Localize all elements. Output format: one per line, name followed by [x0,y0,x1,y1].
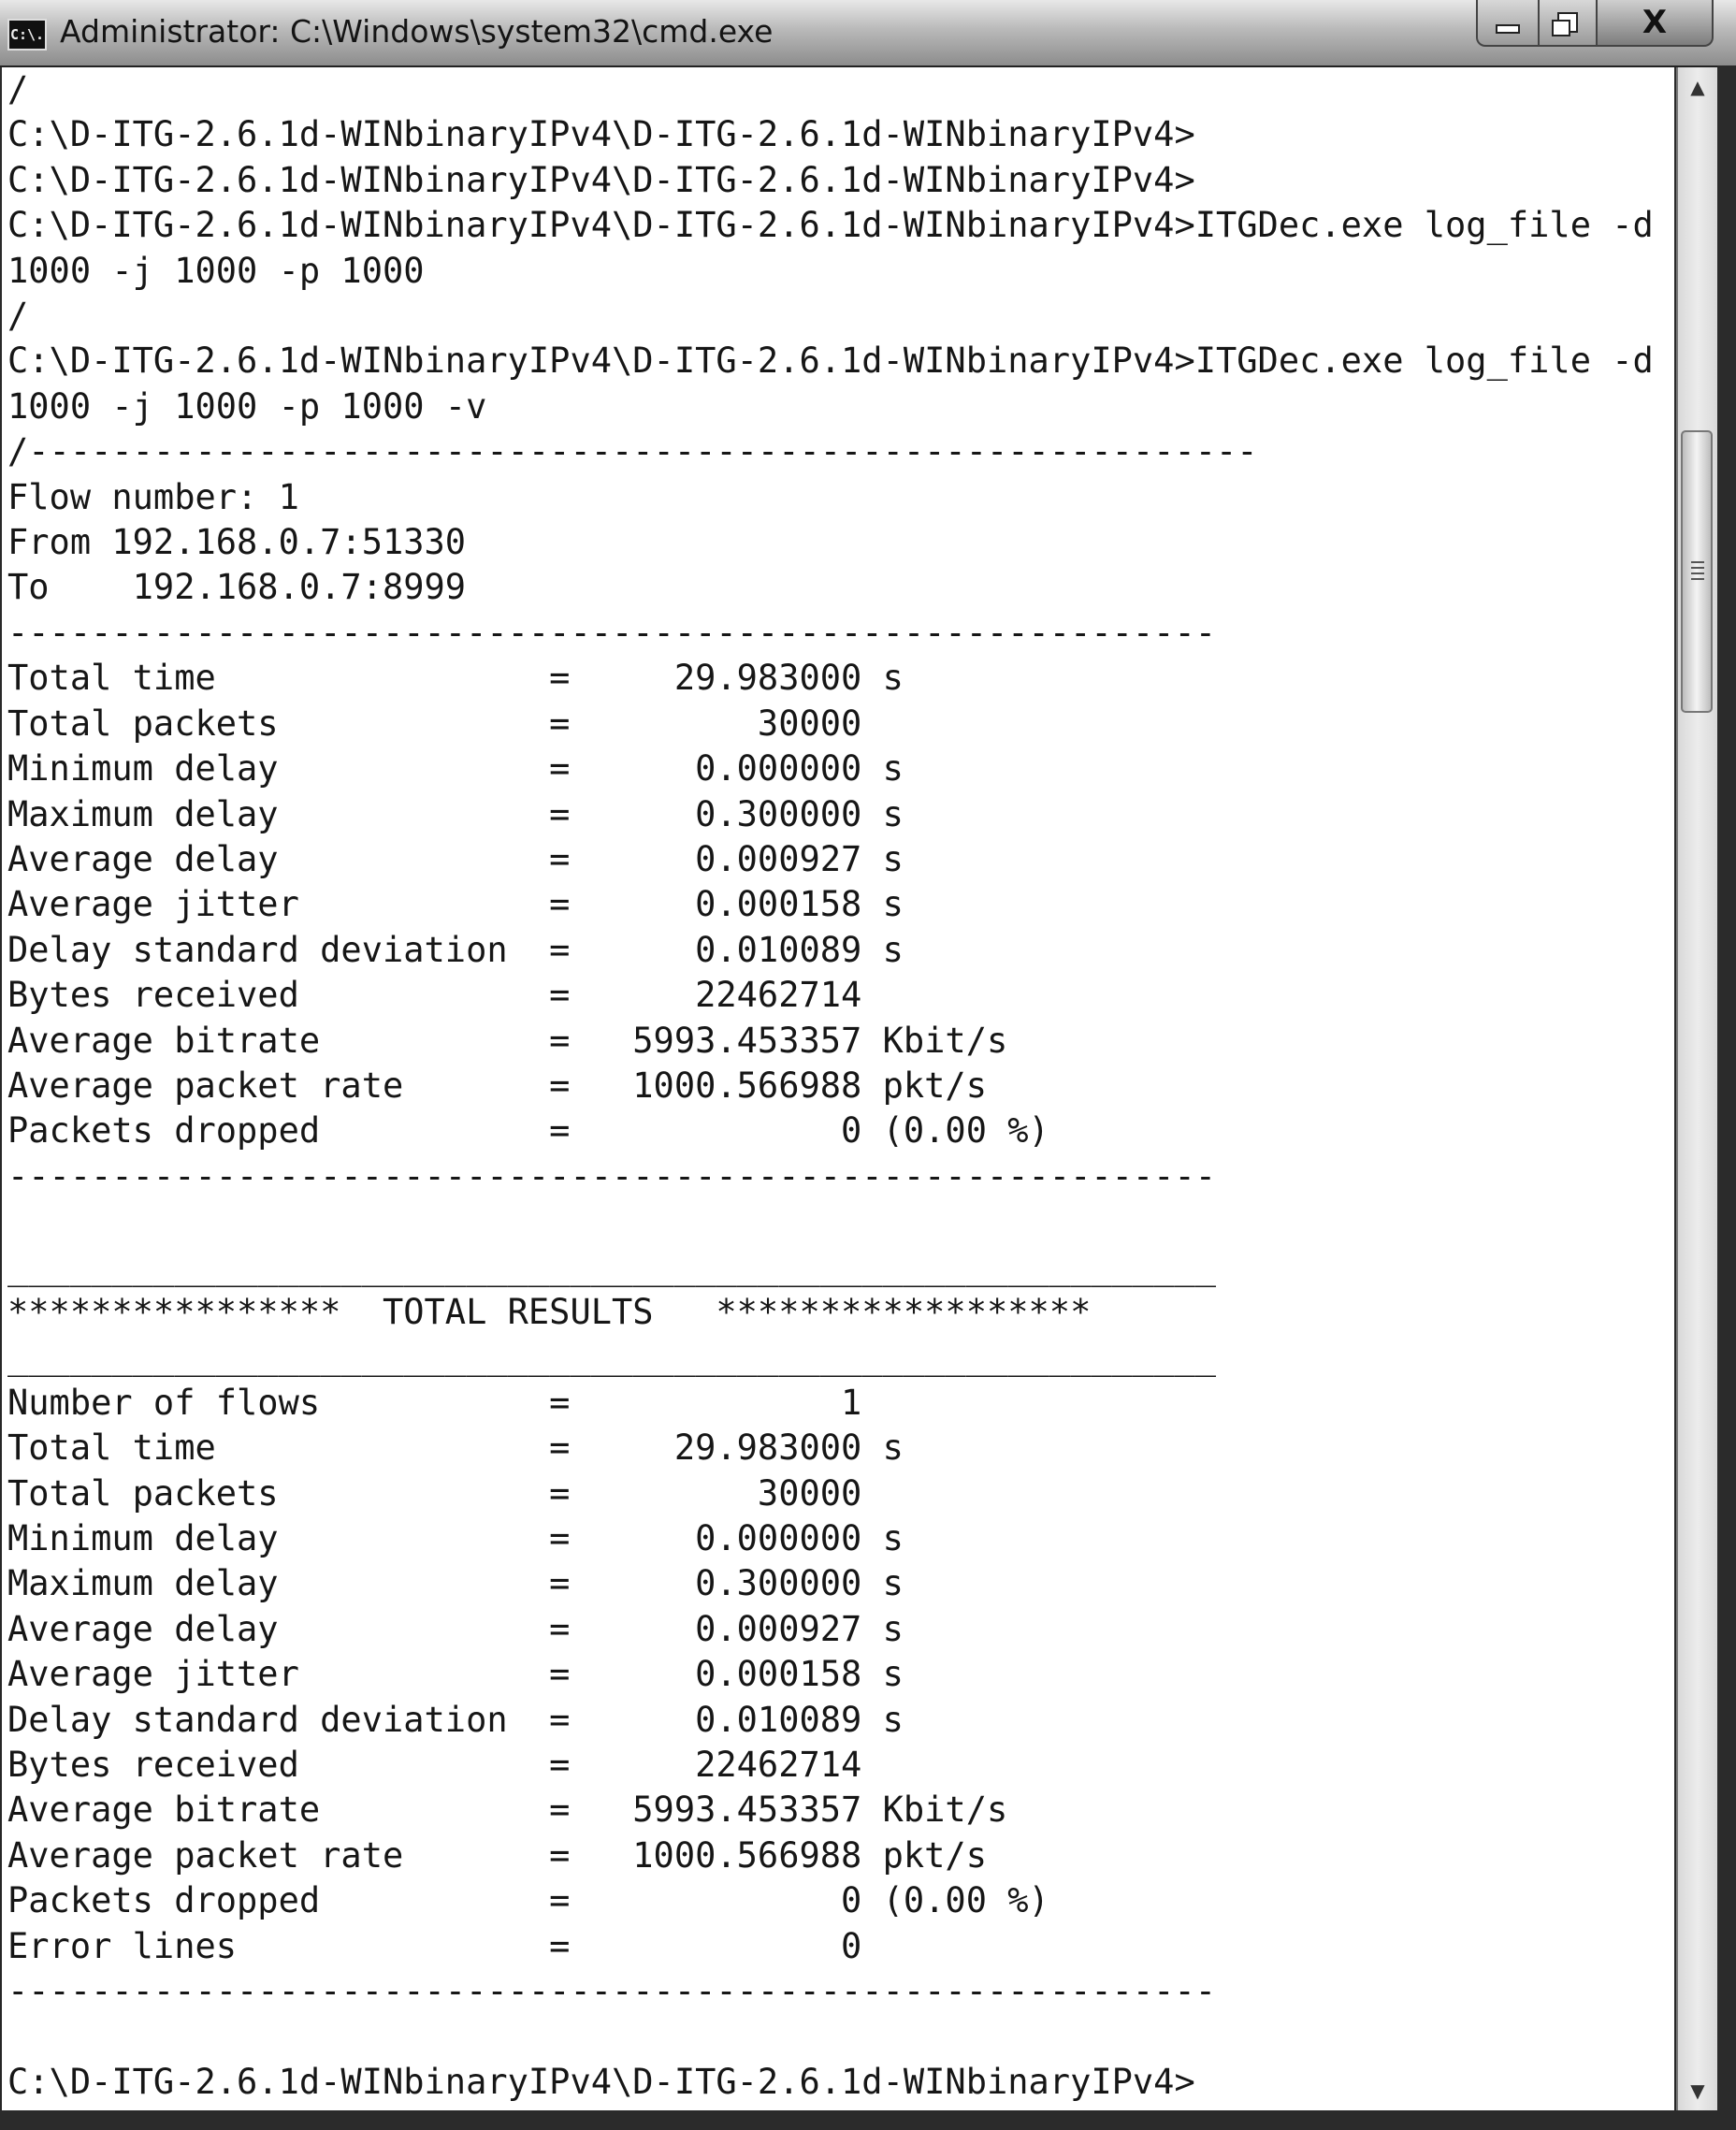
title-bar[interactable] [0,0,1736,67]
restore-icon [1557,12,1578,33]
console-line: ---------------------------------------------------------- [7,612,1217,653]
console-line: Average delay = 0.000927 s [7,838,904,879]
console-line: Minimum delay = 0.000000 s [7,1518,904,1558]
caption-buttons [1476,0,1714,49]
console-line: Maximum delay = 0.300000 s [7,793,904,834]
console-line: C:\D-ITG-2.6.1d-WINbinaryIPv4\D-ITG-2.6.1d-WINbinaryIPv4> [7,114,1195,155]
console-line: Flow number: 1 [7,476,299,517]
console-line: Minimum delay = 0.000000 s [7,748,904,790]
window-title: Administrator: C:\Windows\system32\cmd.exe [60,13,774,50]
console-line: Average delay = 0.000927 s [7,1608,904,1649]
console-line: Average bitrate = 5993.453357 Kbit/s [7,1789,1008,1831]
console-line: Total packets = 30000 [7,703,862,744]
console-line: From 192.168.0.7:51330 [7,522,467,563]
console-line: Delay standard deviation = 0.010089 s [7,1699,904,1740]
console-line: Bytes received = 22462714 [7,975,862,1016]
console-line: Packets dropped = 0 (0.00 %) [7,1110,1049,1152]
console-line: **************** TOTAL RESULTS ****************** [7,1291,1092,1332]
console-line: Average jitter = 0.000158 s [7,884,904,925]
console-output[interactable] [2,67,1674,2110]
scroll-up-arrow-icon[interactable]: ▲ [1690,76,1705,98]
console-line: Total time = 29.983000 s [7,658,904,699]
console-line: Bytes received = 22462714 [7,1745,862,1786]
scroll-thumb[interactable] [1681,430,1713,713]
grip-icon [1691,561,1704,580]
console-line: Average packet rate = 1000.566988 pkt/s [7,1834,987,1876]
console-line: Total time = 29.983000 s [7,1427,904,1469]
console-line: Delay standard deviation = 0.010089 s [7,929,904,970]
console-line: Number of flows = 1 [7,1382,862,1423]
console-line: ---------------------------------------------------------- [7,1971,1217,2012]
console-line: Maximum delay = 0.300000 s [7,1563,904,1604]
console-line: Error lines = 0 [7,1925,862,1966]
console-line: Packets dropped = 0 (0.00 %) [7,1880,1049,1921]
console-line: /----------------------------------------------------------- [7,431,1258,472]
minimize-button[interactable] [1476,0,1540,47]
window-frame-right [1717,65,1736,2130]
console-line: C:\D-ITG-2.6.1d-WINbinaryIPv4\D-ITG-2.6.1d-WINbinaryIPv4> [7,2061,1195,2102]
console-line: / [7,69,29,109]
console-line: C:\D-ITG-2.6.1d-WINbinaryIPv4\D-ITG-2.6.1d-WINbinaryIPv4>ITGDec.exe log_file -d [7,341,1654,382]
console-line: ---------------------------------------------------------- [7,1155,1217,1196]
window-frame-bottom [0,2110,1736,2130]
console-line: Average bitrate = 5993.453357 Kbit/s [7,1020,1008,1061]
console-line: 1000 -j 1000 -p 1000 -v [7,385,487,427]
console-line: __________________________________________________________ [7,1337,1217,1378]
console-line: C:\D-ITG-2.6.1d-WINbinaryIPv4\D-ITG-2.6.1d-WINbinaryIPv4> [7,159,1195,200]
console-line: Average jitter = 0.000158 s [7,1654,904,1695]
minimize-icon [1496,24,1520,34]
console-text [2,67,1674,2105]
console-line: / [7,296,29,337]
console-line: 1000 -j 1000 -p 1000 [7,250,425,291]
console-line: Total packets = 30000 [7,1472,862,1514]
cmd-icon[interactable]: C:\. [7,19,47,51]
vertical-scrollbar[interactable] [1676,67,1717,2110]
scroll-down-arrow-icon[interactable]: ▼ [1690,2079,1705,2102]
console-line: __________________________________________________________ [7,1246,1217,1287]
close-button[interactable] [1598,0,1714,47]
console-line: C:\D-ITG-2.6.1d-WINbinaryIPv4\D-ITG-2.6.1d-WINbinaryIPv4>ITGDec.exe log_file -d [7,205,1654,246]
close-icon: X [1642,4,1668,41]
maximize-button[interactable] [1540,0,1598,47]
console-line: To 192.168.0.7:8999 [7,567,467,608]
console-line: Average packet rate = 1000.566988 pkt/s [7,1065,987,1106]
